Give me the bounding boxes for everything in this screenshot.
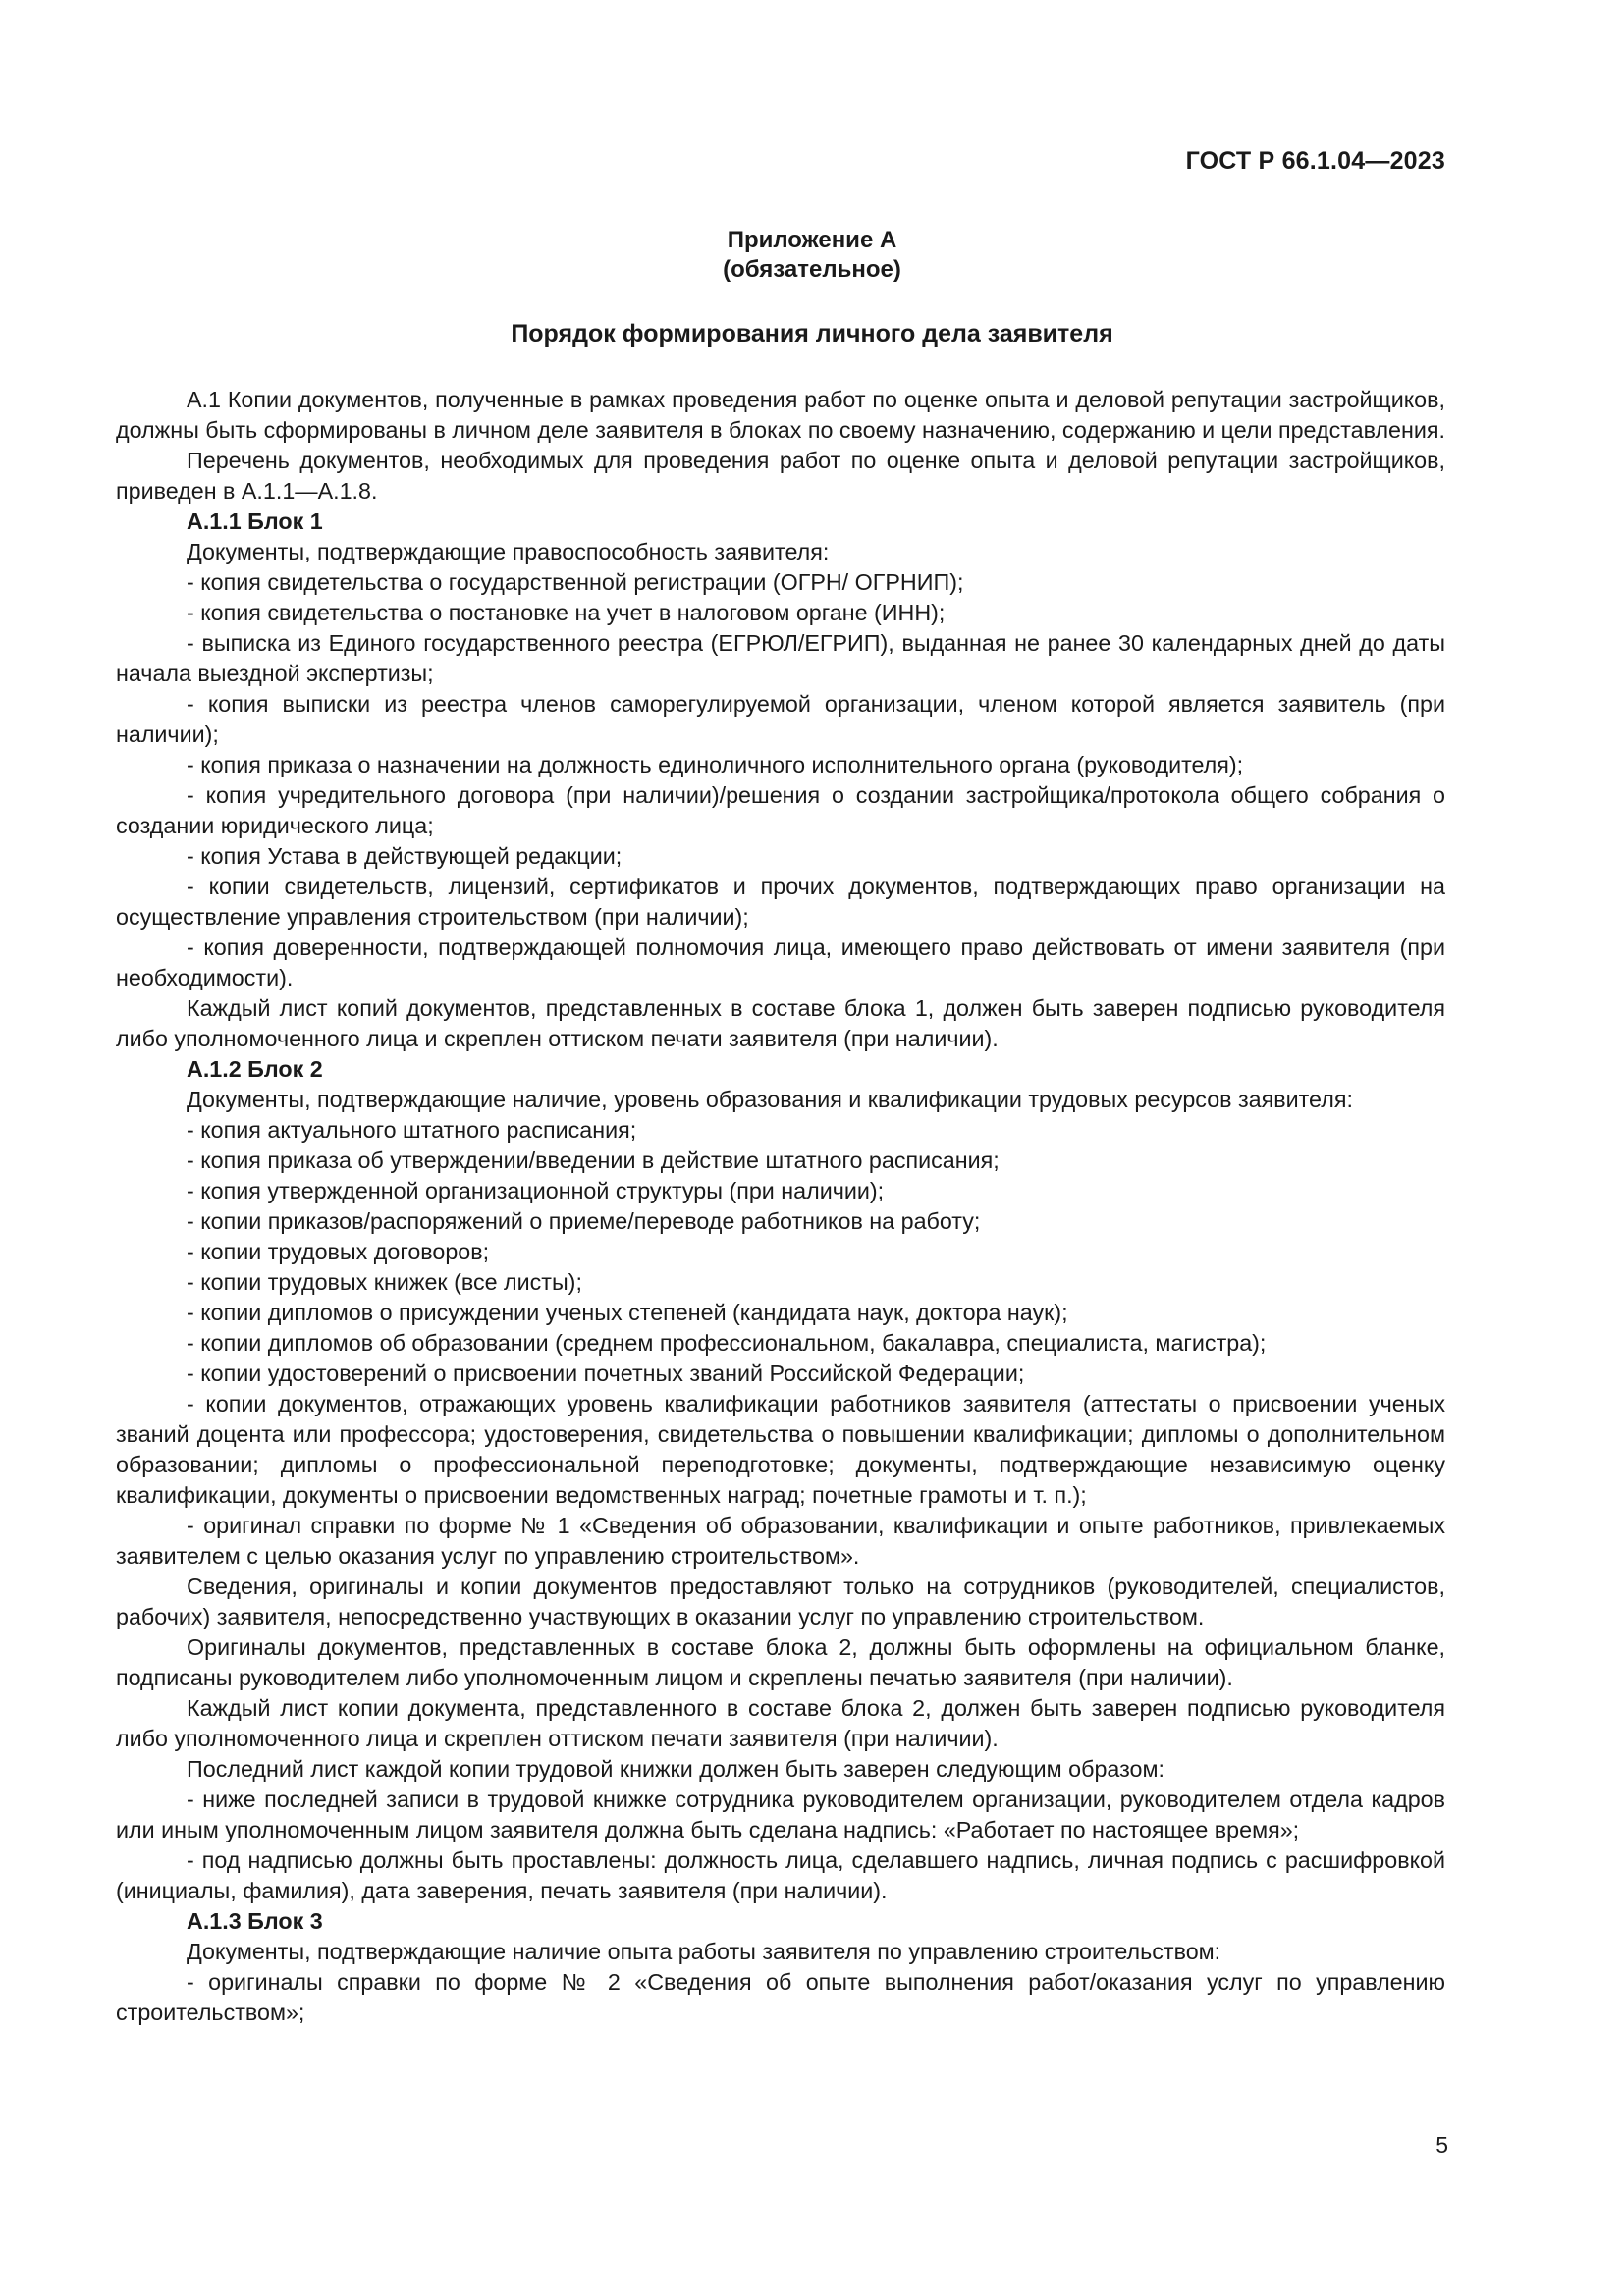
list-item: - копия приказа об утверждении/введении в действие штатного расписания; (187, 1148, 1000, 1173)
page-number: 5 (1435, 2132, 1448, 2158)
list-item: - копия утвержденной организационной структуры (при наличии); (187, 1178, 885, 1203)
list-item: - выписка из Единого государственного реестра (ЕГРЮЛ/ЕГРИП), выданная не ранее 30 календарных дней до даты начала выездной экспертизы; (116, 630, 1445, 686)
list-item: - копии документов, отражающих уровень квалификации работников заявителя (аттестаты о присвоении ученых званий доцента или профессора; удостоверения, свидетельства о повышении квалификации; дипломы о дополнительном образовании; дипломы о профессиональной переподготовке; документы, подтверждающие независимую оценку квалификации, документы о присвоении ведомственных наград; почетные грамоты и т. п.); (116, 1391, 1445, 1508)
paragraph: Каждый лист копии документа, представленного в составе блока 2, должен быть заверен подписью руководителя либо уполномоченного лица и скреплен оттиском печати заявителя (при наличии). (116, 1695, 1445, 1751)
list-item: - копии дипломов о присуждении ученых степеней (кандидата наук, доктора наук); (187, 1300, 1068, 1325)
list-item: - копия актуального штатного расписания; (187, 1117, 637, 1143)
list-item: - копия Устава в действующей редакции; (187, 843, 623, 869)
paragraph: Перечень документов, необходимых для проведения работ по оценке опыта и деловой репутации застройщиков, приведен в А.1.1—А.1.8. (116, 448, 1445, 504)
annex-heading (0, 226, 1624, 285)
annex-title: Порядок формирования личного дела заявителя (511, 320, 1113, 347)
list-item: - копия свидетельства о постановке на учет в налоговом органе (ИНН); (187, 600, 946, 625)
paragraph: Сведения, оригиналы и копии документов предоставляют только на сотрудников (руководителей, специалистов, рабочих) заявителя, непосредственно участвующих в оказании услуг по управлению строительством. (116, 1574, 1445, 1629)
list-item: - копия приказа о назначении на должность единоличного исполнительного органа (руководителя); (187, 752, 1244, 777)
document-body (116, 385, 1445, 2028)
paragraph: Оригиналы документов, представленных в составе блока 2, должны быть оформлены на официальном бланке, подписаны руководителем либо уполномоченным лицом и скреплены печатью заявителя (при наличии). (116, 1634, 1445, 1690)
list-item: - копии трудовых договоров; (187, 1239, 490, 1264)
list-item: - оригиналы справки по форме № 2 «Сведения об опыте выполнения работ/оказания услуг по управлению строительством»; (116, 1969, 1445, 2025)
list-item: - копии трудовых книжек (все листы); (187, 1269, 582, 1295)
list-item: - копия свидетельства о государственной регистрации (ОГРН/ ОГРНИП); (187, 569, 964, 595)
list-item: - копии дипломов об образовании (среднем профессиональном, бакалавра, специалиста, магистра); (187, 1330, 1267, 1356)
annex-status: (обязательное) (723, 256, 901, 283)
list-item: - под надписью должны быть проставлены: должность лица, сделавшего надпись, личная подпись с расшифровкой (инициалы, фамилия), дата заверения, печать заявителя (при наличии). (116, 1847, 1445, 1903)
paragraph: Последний лист каждой копии трудовой книжки должен быть заверен следующим образом: (187, 1756, 1164, 1782)
list-item: - копия доверенности, подтверждающей полномочия лица, имеющего право действовать от имени заявителя (при необходимости). (116, 934, 1445, 990)
block-2-heading: А.1.2 Блок 2 (187, 1056, 323, 1082)
paragraph: Документы, подтверждающие наличие опыта работы заявителя по управлению строительством: (187, 1939, 1221, 1964)
list-item: - копия учредительного договора (при наличии)/решения о создании застройщика/протокола общего собрания о создании юридического лица; (116, 782, 1445, 838)
list-item: - копии приказов/распоряжений о приеме/переводе работников на работу; (187, 1208, 981, 1234)
list-item: - копия выписки из реестра членов саморегулируемой организации, членом которой является заявитель (при наличии); (116, 691, 1445, 747)
paragraph: Каждый лист копий документов, представленных в составе блока 1, должен быть заверен подписью руководителя либо уполномоченного лица и скреплен оттиском печати заявителя (при наличии). (116, 995, 1445, 1051)
paragraph: А.1 Копии документов, полученные в рамках проведения работ по оценке опыта и деловой репутации застройщиков, должны быть сформированы в личном деле заявителя в блоках по своему назначению, содержанию и цели представления. (116, 387, 1445, 443)
block-1-heading: А.1.1 Блок 1 (187, 508, 323, 534)
list-item: - ниже последней записи в трудовой книжке сотрудника руководителем организации, руководителем отдела кадров или иным уполномоченным лицом заявителя должна быть сделана надпись: «Работает по настоящее время»; (116, 1787, 1445, 1842)
list-item: - копии свидетельств, лицензий, сертификатов и прочих документов, подтверждающих право организации на осуществление управления строительством (при наличии); (116, 874, 1445, 930)
annex-label: Приложение А (727, 227, 897, 253)
paragraph: Документы, подтверждающие правоспособность заявителя: (187, 539, 830, 564)
document-code: ГОСТ Р 66.1.04—2023 (1185, 147, 1445, 175)
list-item: - копии удостоверений о присвоении почетных званий Российской Федерации; (187, 1361, 1025, 1386)
list-item: - оригинал справки по форме № 1 «Сведения об образовании, квалификации и опыте работников, привлекаемых заявителем с целью оказания услуг по управлению строительством». (116, 1513, 1445, 1569)
paragraph: Документы, подтверждающие наличие, уровень образования и квалификации трудовых ресурсов заявителя: (187, 1087, 1353, 1112)
block-3-heading: А.1.3 Блок 3 (187, 1908, 323, 1934)
